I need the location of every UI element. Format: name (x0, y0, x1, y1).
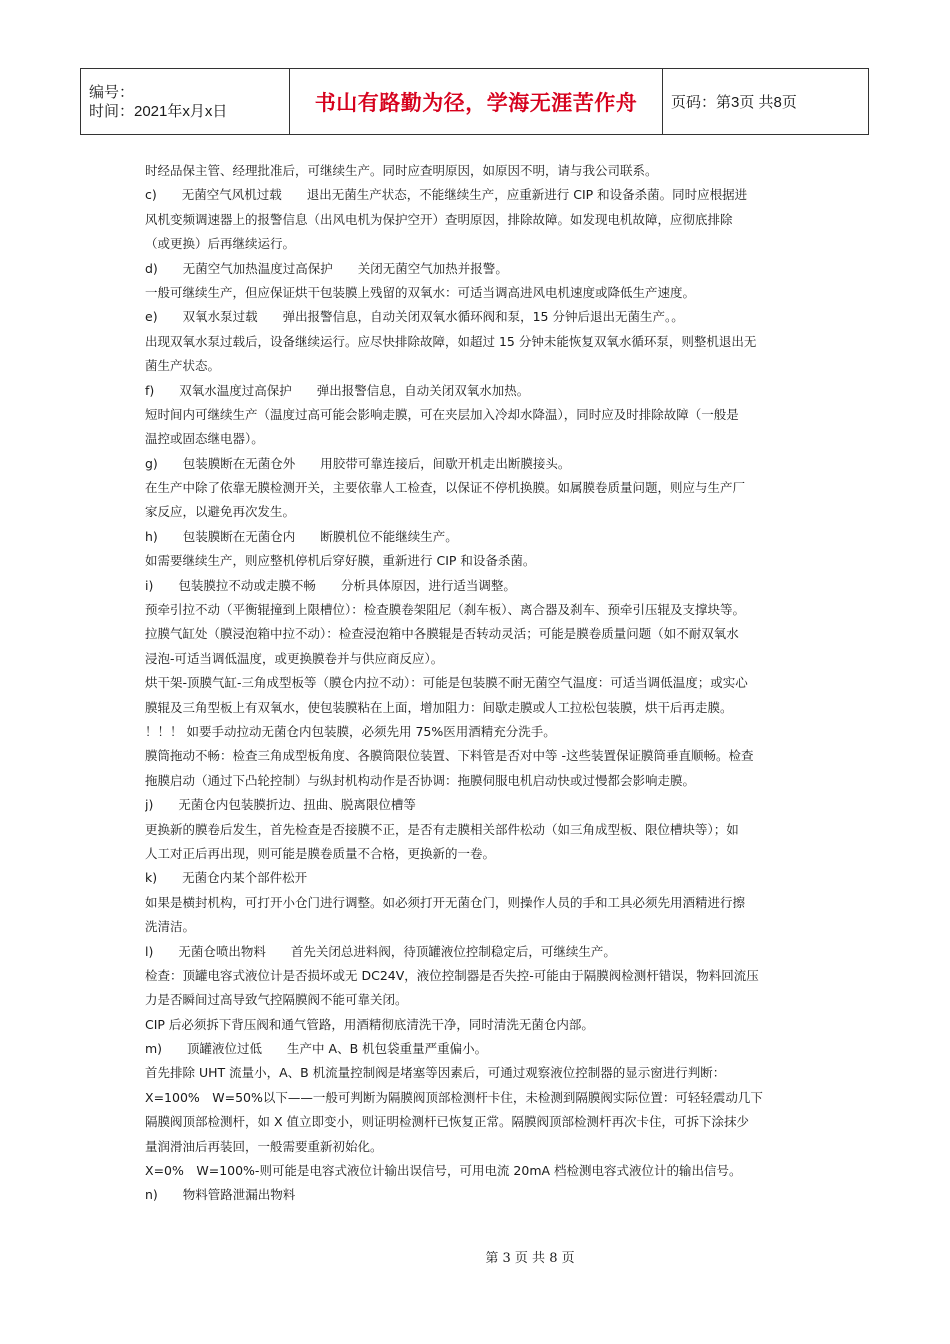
body-line: 在生产中除了依靠无膜检测开关，主要依靠人工检查，以保证不停机换膜。如属膜卷质量问题，则应与生产厂 (145, 480, 746, 496)
header-page-info: 页码：第3页 共8页 (663, 69, 869, 135)
body-line: n) 物料管路泄漏出物料 (145, 1187, 296, 1203)
body-line: d) 无菌空气加热温度过高保护 关闭无菌空气加热并报警。 (145, 260, 508, 276)
body-line: 拖膜启动（通过下凸轮控制）与纵封机构动作是否协调：拖膜伺服电机启动快或过慢都会影响走膜。 (145, 772, 696, 788)
body-line: 隔膜阀顶部检测杆，如 X 值立即变小，则证明检测杆已恢复正常。隔膜阀顶部检测杆再次卡住，可拆下涂抹少 (145, 1114, 750, 1130)
body-line: 首先排除 UHT 流量小，A、B 机流量控制阀是堵塞等因素后，可通过观察液位控制器的显示窗进行判断： (145, 1065, 726, 1081)
body-line: j) 无菌仓内包装膜折边、扭曲、脱离限位槽等 (145, 797, 416, 813)
body-line: 温控或固态继电器）。 (145, 431, 264, 447)
header-meta-cell (81, 69, 290, 135)
body-line: i) 包装膜拉不动或走膜不畅 分析具体原因，进行适当调整。 (145, 577, 516, 593)
body-line: 短时间内可继续生产（温度过高可能会影响走膜，可在夹层加入冷却水降温），同时应及时排除故障（一般是 (145, 406, 739, 422)
body-line: 人工对正后再出现，则可能是膜卷质量不合格，更换新的一卷。 (145, 845, 496, 861)
document-number-label: 编号： (89, 83, 135, 101)
body-line: CIP 后必须拆下背压阀和通气管路，用酒精彻底清洗干净，同时清洗无菌仓内部。 (145, 1016, 594, 1032)
body-line: 量润滑油后再装回，一般需要重新初始化。 (145, 1138, 383, 1154)
body-line: 预牵引拉不动（平衡辊撞到上限槽位）：检查膜卷架阻尼（刹车板）、离合器及刹车、预牵引压辊及支撑块等。 (145, 602, 746, 618)
body-line: f) 双氧水温度过高保护 弹出报警信息，自动关闭双氧水加热。 (145, 382, 530, 398)
body-line: 如果是横封机构，可打开小仓门进行调整。如必须打开无菌仓门，则操作人员的手和工具必须先用酒精进行擦 (145, 894, 746, 910)
document-body (145, 159, 810, 1208)
body-line: 出现双氧水泵过载后，设备继续运行。应尽快排除故障，如超过 15 分钟未能恢复双氧水循环泵，则整机退出无 (145, 333, 757, 349)
document-date: 时间：2021年x月x日 (89, 102, 228, 120)
body-line: l) 无菌仓喷出物料 首先关闭总进料阀，待顶罐液位控制稳定后，可继续生产。 (145, 943, 616, 959)
body-line: X=100% W=50%以下——一般可判断为隔膜阀顶部检测杆卡住，未检测到隔膜阀实际位置：可轻轻震动几下 (145, 1089, 763, 1105)
body-line: k) 无菌仓内某个部件松开 (145, 870, 308, 886)
body-line: 膜筒拖动不畅：检查三角成型板角度、各膜筒限位装置、下料管是否对中等 -这些装置保证膜筒垂直顺畅。检查 (145, 748, 754, 764)
body-line: 膜辊及三角型板上有双氧水，使包装膜粘在上面，增加阻力：间歇走膜或人工拉松包装膜，烘干后再走膜。 (145, 699, 733, 715)
body-line: 浸泡-可适当调低温度，或更换膜卷并与供应商反应）。 (145, 650, 444, 666)
body-line: 烘干架-顶膜气缸-三角成型板等（膜仓内拉不动）：可能是包装膜不耐无菌空气温度：可适当调低温度；或实心 (145, 675, 748, 691)
footer-page-number: 第 3 页 共 8 页 (485, 1251, 575, 1266)
body-line: 检查：顶罐电容式液位计是否损坏或无 DC24V，液位控制器是否失控-可能由于隔膜阀检测杆错误，物料回流压 (145, 967, 759, 983)
body-line: 菌生产状态。 (145, 358, 221, 374)
body-line: 力是否瞬间过高导致气控隔膜阀不能可靠关闭。 (145, 992, 408, 1008)
body-line: c) 无菌空气风机过载 退出无菌生产状态，不能继续生产，应重新进行 CIP 和设备杀菌。同时应根据进 (145, 187, 748, 203)
body-line: 家反应，以避免再次发生。 (145, 504, 296, 520)
body-line: 风机变频调速器上的报警信息（出风电机为保护空开）查明原因，排除故障。如发现电机故障，应彻底排除 (145, 211, 733, 227)
body-line: h) 包装膜断在无菌仓内 断膜机位不能继续生产。 (145, 528, 458, 544)
body-line: 一般可继续生产，但应保证烘干包装膜上残留的双氧水：可适当调高进风电机速度或降低生产速度。 (145, 284, 696, 300)
body-line: 时经品保主管、经理批准后，可继续生产。同时应查明原因，如原因不明，请与我公司联系。 (145, 163, 658, 178)
body-line: g) 包装膜断在无菌仓外 用胶带可靠连接后，间歇开机走出断膜接头。 (145, 455, 571, 471)
body-line: （或更换）后再继续运行。 (145, 236, 296, 252)
body-line: ！！！ 如要手动拉动无菌仓内包装膜，必须先用 75%医用酒精充分洗手。 (145, 723, 556, 739)
body-line: 更换新的膜卷后发生，首先检查是否接膜不正，是否有走膜相关部件松动（如三角成型板、限位槽块等）；如 (145, 821, 739, 837)
body-line: m) 顶罐液位过低 生产中 A、B 机包袋重量严重偏小。 (145, 1041, 488, 1057)
body-line: X=0% W=100%-则可能是电容式液位计输出误信号，可用电流 20mA 档检测电容式液位计的输出信号。 (145, 1163, 742, 1179)
header-motto: 书山有路勤为径，学海无涯苦作舟 (290, 69, 663, 135)
page-footer (0, 1247, 950, 1266)
body-line: 拉膜气缸处（膜浸泡箱中拉不动）：检查浸泡箱中各膜辊是否转动灵活；可能是膜卷质量问题（如不耐双氧水 (145, 626, 739, 642)
page-header (80, 68, 869, 135)
body-line: e) 双氧水泵过载 弹出报警信息，自动关闭双氧水循环阀和泵，15 分钟后退出无菌生产。。 (145, 309, 684, 325)
body-line: 洗清洁。 (145, 919, 196, 935)
body-line: 如需要继续生产，则应整机停机后穿好膜，重新进行 CIP 和设备杀菌。 (145, 553, 536, 569)
